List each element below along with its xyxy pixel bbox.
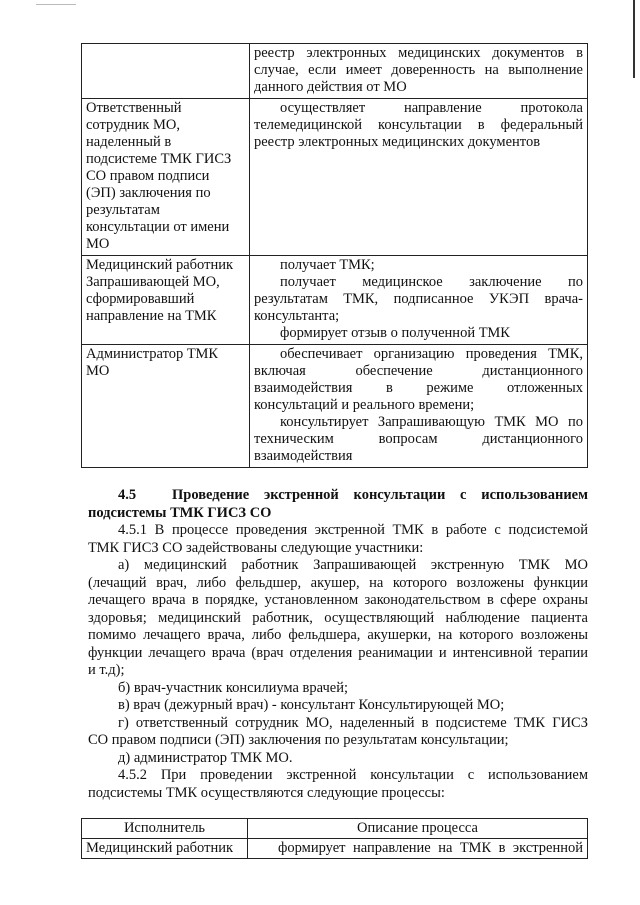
text-line: а) медицинский работник Запрашивающей экстренную ТМК МО	[118, 557, 588, 573]
table-row	[82, 839, 588, 859]
heading-text: Проведение экстренной консультации с использованием	[172, 487, 588, 503]
process-cell	[250, 99, 588, 256]
text-line: сформировавший	[86, 291, 195, 307]
table-row	[82, 99, 588, 256]
text-line: результатам	[86, 202, 160, 218]
text-line: Администратор ТМК	[86, 346, 219, 362]
text-line: консультаций и реального времени;	[254, 397, 475, 413]
list-item-a	[88, 557, 588, 680]
list-item-g	[88, 715, 588, 750]
text-line: консультанта;	[254, 308, 340, 324]
text-line: реестр электронных медицинских документов	[254, 134, 541, 150]
text-line: лечащего врача в порядке, установленном законодательством в сфере охраны	[88, 592, 588, 608]
text-line: наделенный в	[86, 134, 172, 150]
text-line: получает медицинское заключение по	[280, 274, 583, 290]
list-item-b: б) врач-участник консилиума врачей;	[118, 679, 349, 696]
column-header-executor: Исполнитель	[82, 819, 248, 839]
participant-cell	[82, 256, 250, 345]
description-cell	[248, 839, 588, 859]
text-line: помимо лечащего врача, либо фельдшера, акушерки, на которого возложены	[88, 627, 588, 643]
text-line: формирует направление на ТМК в экстренной	[278, 840, 583, 856]
process-cell	[250, 44, 588, 99]
text-line: МО	[86, 236, 110, 252]
text-line: осуществляет направление протокола	[280, 100, 583, 116]
text-line: направление на ТМК	[86, 308, 217, 324]
text-line: телемедицинской консультации в федеральный	[254, 117, 583, 133]
text-line: случае, если имеет доверенность на выполнение	[254, 62, 583, 78]
text-line: консультирует Запрашивающую ТМК МО по	[280, 414, 583, 430]
heading-line	[118, 487, 588, 505]
text-line: подсистеме ТМК ГИСЗ	[86, 151, 232, 167]
text-line: ТМК ГИСЗ СО задействованы следующие участники:	[88, 539, 424, 556]
text-line: здоровья; медицинский работник, осуществляющий наблюдение пациента	[88, 609, 588, 626]
text-line: Запрашивающей МО,	[86, 274, 220, 290]
text-line: 4.5.1 В процессе проведения экстренной ТМК в работе с подсистемой	[118, 522, 588, 538]
participants-table	[81, 43, 588, 468]
table-row	[82, 44, 588, 99]
text-line: включая обеспечение дистанционного	[254, 363, 583, 379]
section-4-5	[88, 487, 588, 802]
section-heading	[88, 487, 588, 522]
text-line: (ЭП) заключения по	[86, 185, 211, 201]
scan-mark	[36, 4, 76, 5]
list-item-d: д) администратор ТМК МО.	[118, 749, 293, 766]
table-row	[82, 256, 588, 345]
section-number: 4.5	[118, 487, 137, 503]
process-cell	[250, 256, 588, 345]
text-line: взаимодействия в режиме отложенных	[254, 380, 583, 396]
participant-cell	[82, 99, 250, 256]
text-line: СО правом подписи	[86, 168, 210, 184]
text-line: техническим вопросам дистанционного	[254, 431, 583, 447]
table-row	[82, 345, 588, 468]
text-line: СО правом подписи (ЭП) заключения по результатам консультации;	[88, 732, 509, 748]
process-cell	[250, 345, 588, 468]
text-line: получает ТМК;	[280, 257, 375, 273]
text-line: Ответственный	[86, 100, 182, 116]
paragraph-4-5-1	[88, 522, 588, 557]
list-item-v: в) врач (дежурный врач) - консультант Консультирующей МО;	[118, 697, 505, 713]
text-line: консультации от имени	[86, 219, 230, 235]
text-line: функции лечащего врача (врач отделения реанимации и интенсивной терапии	[88, 644, 588, 661]
paragraph-4-5-2	[88, 767, 588, 802]
text-line: МО	[86, 363, 110, 379]
text-line: формирует отзыв о полученной ТМК	[280, 325, 510, 341]
text-line: сотрудник МО,	[86, 117, 180, 133]
text-line: подсистемы ТМК осуществляются следующие процессы:	[88, 784, 445, 801]
executor-cell: Медицинский работник	[82, 839, 248, 859]
column-header-description: Описание процесса	[248, 819, 588, 839]
table-header-row	[82, 819, 588, 839]
text-line: данного действия от МО	[254, 79, 407, 95]
text-line: реестр электронных медицинских документов в	[254, 45, 583, 61]
text-line: взаимодействия	[254, 448, 353, 464]
text-line: (лечащий врач, либо фельдшер, акушер, на которого возложены функции	[88, 574, 588, 591]
text-line: 4.5.2 При проведении экстренной консультации с использованием	[118, 767, 588, 783]
page-edge-rule	[633, 0, 635, 78]
text-line: и т.д);	[88, 662, 125, 678]
participant-cell	[82, 345, 250, 468]
text-line: г) ответственный сотрудник МО, наделенный в подсистеме ТМК ГИСЗ	[118, 714, 588, 731]
processes-table	[81, 818, 588, 859]
text-line: результатам ТМК, подписанное УКЭП врача-	[254, 291, 583, 307]
text-line: обеспечивает организацию проведения ТМК,	[280, 346, 583, 362]
participant-cell	[82, 44, 250, 99]
heading-line: подсистемы ТМК ГИСЗ СО	[88, 504, 272, 521]
text-line: Медицинский работник	[86, 257, 234, 273]
